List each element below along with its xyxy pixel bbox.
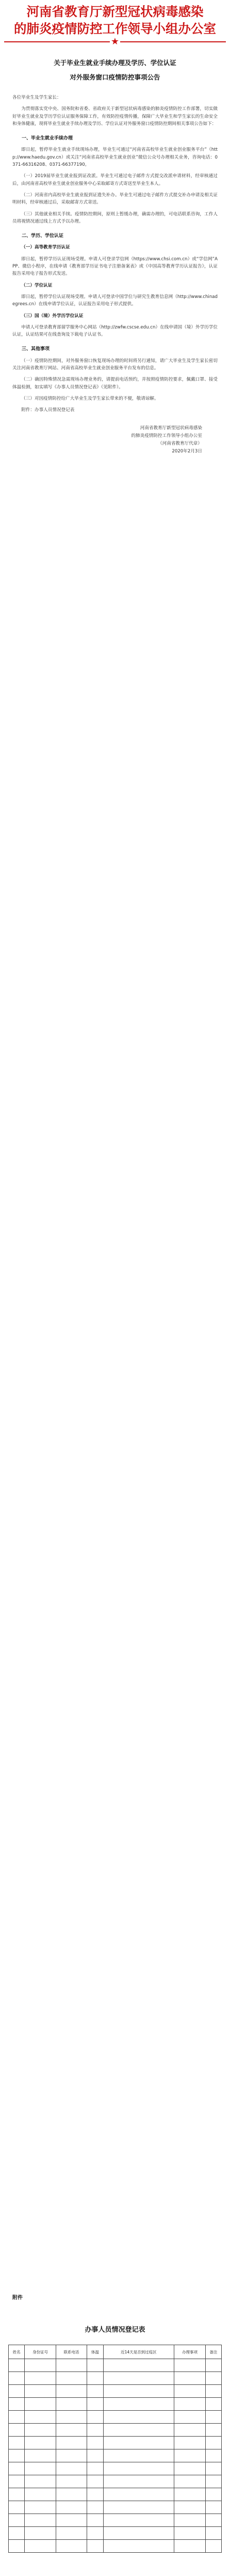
- table-cell: [174, 2411, 206, 2424]
- table-cell: [103, 2411, 174, 2424]
- attachment-note: 附件：办事人员情况登记表: [21, 407, 75, 413]
- table-cell: [103, 2385, 174, 2398]
- table-cell: [174, 2359, 206, 2372]
- table-cell: [9, 2527, 25, 2540]
- table-cell: [205, 2527, 221, 2540]
- table-cell: [25, 2359, 56, 2372]
- table-row: [9, 2514, 222, 2527]
- table-cell: [25, 2462, 56, 2475]
- table-cell: [174, 2527, 206, 2540]
- table-cell: [87, 2411, 103, 2424]
- table-cell: [9, 2462, 25, 2475]
- table-cell: [9, 2488, 25, 2501]
- table-cell: [103, 2372, 174, 2385]
- table-cell: [25, 2398, 56, 2411]
- table-cell: [9, 2411, 25, 2424]
- subsection-heading: （一）高等教育学历认证: [21, 245, 70, 250]
- table-cell: [103, 2359, 174, 2372]
- header-title-line-2: 的肺炎疫情防控工作领导小组办公室: [14, 21, 216, 36]
- table-cell: [205, 2359, 221, 2372]
- table-cell: [56, 2501, 87, 2514]
- star-icon: ★: [110, 36, 120, 47]
- table-cell: [56, 2514, 87, 2527]
- red-header: [5, 3, 225, 37]
- table-cell: [87, 2475, 103, 2488]
- signature-seal-note: （河南省教育厅代章）: [158, 441, 202, 446]
- table-row: [9, 2359, 222, 2372]
- header-title-line-1: 河南省教育厅新型冠状病毒感染: [26, 4, 204, 19]
- table-row: [9, 2488, 222, 2501]
- paragraph: （一）2019届毕业生就业报到证改派。毕业生可通过电子邮件方式提交改派申请材料，经审核通过后，由河南省高校毕业生就业创业服务中心采取邮寄方式寄送至毕业生本人。: [12, 174, 218, 186]
- table-cell: [56, 2424, 87, 2437]
- table-cell: [9, 2501, 25, 2514]
- column-header: 备注: [205, 2345, 221, 2359]
- paragraph: 即日起，暂停毕业生就业手续现场办理，毕业生可通过“河南省高校毕业生就业创业服务平台”（http://www.haedu.gov.cn）或关注“河南省高校毕业生就业创业”微信公众号办理相关业务，咨询电话：0371-66316208、0371-66377190。: [12, 147, 218, 168]
- table-cell: [174, 2398, 206, 2411]
- table-cell: [103, 2437, 174, 2449]
- table-cell: [9, 2372, 25, 2385]
- table-cell: [9, 2514, 25, 2527]
- table-cell: [205, 2514, 221, 2527]
- subsection-heading: （二）学位认证: [21, 282, 53, 288]
- table-cell: [205, 2398, 221, 2411]
- table-cell: [103, 2475, 174, 2488]
- document-body: [12, 94, 218, 455]
- table-cell: [9, 2359, 25, 2372]
- table-cell: [25, 2372, 56, 2385]
- table-cell: [205, 2424, 221, 2437]
- table-cell: [174, 2475, 206, 2488]
- table-cell: [205, 2475, 221, 2488]
- paragraph: （一）疫情防控期间，对外服务窗口恢复现场办理的时间将另行通知，请广大毕业生及学生家长密切关注河南省教育厅网站、河南省高校毕业生就业创业服务平台发布的信息。: [12, 358, 218, 371]
- table-cell: [103, 2540, 174, 2553]
- attachment-label: 附件: [12, 2295, 23, 2301]
- column-header: 姓名: [9, 2345, 25, 2359]
- column-header: 联系电话: [56, 2345, 87, 2359]
- table-cell: [205, 2437, 221, 2449]
- table-cell: [205, 2372, 221, 2385]
- table-cell: [56, 2385, 87, 2398]
- table-cell: [56, 2527, 87, 2540]
- table-cell: [87, 2527, 103, 2540]
- table-cell: [56, 2398, 87, 2411]
- table-cell: [9, 2449, 25, 2462]
- document-title-line-2: 对外服务窗口疫情防控事项公告: [70, 73, 160, 81]
- table-cell: [87, 2540, 103, 2553]
- table-header-row: [9, 2345, 222, 2359]
- table-cell: [9, 2398, 25, 2411]
- paragraph: 申请人可登录教育部留学服务中心网站（http://zwfw.cscse.edu.cn）在线申请国（境）外学历学位认证，认证结果可在线查询及下载电子认证书。: [12, 324, 218, 338]
- table-cell: [87, 2424, 103, 2437]
- table-cell: [87, 2437, 103, 2449]
- table-cell: [9, 2437, 25, 2449]
- paragraph: （三）其他就业相关手续。疫情防控期间，原则上暂缓办理，确需办理的，可电话联系咨询，工作人员将视情况通过线上方式予以办理。: [12, 211, 218, 224]
- table-cell: [87, 2385, 103, 2398]
- table-cell: [56, 2475, 87, 2488]
- column-header: 近14天是否到过疫区: [103, 2345, 174, 2359]
- table-cell: [56, 2411, 87, 2424]
- table-cell: [87, 2462, 103, 2475]
- table-cell: [9, 2475, 25, 2488]
- table-cell: [205, 2411, 221, 2424]
- table-cell: [87, 2372, 103, 2385]
- table-cell: [56, 2449, 87, 2462]
- table-cell: [103, 2501, 174, 2514]
- table-cell: [174, 2372, 206, 2385]
- table-row: [9, 2385, 222, 2398]
- table-cell: [174, 2501, 206, 2514]
- salutation: 各位毕业生及学生家长：: [12, 95, 61, 100]
- table-cell: [103, 2449, 174, 2462]
- table-cell: [103, 2424, 174, 2437]
- table-cell: [87, 2514, 103, 2527]
- signature-org-line-2: 的肺炎疫情防控工作领导小组办公室: [131, 433, 202, 438]
- table-row: [9, 2475, 222, 2488]
- table-row: [9, 2398, 222, 2411]
- table-cell: [9, 2424, 25, 2437]
- paragraph: （二）确因特殊情况急需现场办理业务的，请提前电话预约，并按照疫情防控要求，佩戴口罩、接受体温检测，如实填写《办事人员情况登记表》（见附件）。: [12, 377, 218, 390]
- column-header: 体温: [87, 2345, 103, 2359]
- table-cell: [174, 2462, 206, 2475]
- table-cell: [25, 2488, 56, 2501]
- signature-date: 2020年2月3日: [172, 448, 202, 454]
- table-row: [9, 2540, 222, 2553]
- table-cell: [56, 2540, 87, 2553]
- table-cell: [25, 2385, 56, 2398]
- table-row: [9, 2527, 222, 2540]
- table-cell: [103, 2462, 174, 2475]
- signature-org-line-1: 河南省教育厅新型冠状病毒感染: [140, 425, 202, 431]
- table-cell: [56, 2372, 87, 2385]
- table-cell: [205, 2488, 221, 2501]
- signature-block: [12, 425, 218, 455]
- table-cell: [9, 2540, 25, 2553]
- table-cell: [205, 2449, 221, 2462]
- table-cell: [25, 2437, 56, 2449]
- paragraph: （二）河南省内高校毕业生就业报到证遗失补办。毕业生可通过电子邮件方式提交补办申请及相关证明材料，经审核通过后，采取邮寄方式寄送。: [12, 192, 218, 206]
- table-cell: [56, 2488, 87, 2501]
- section-heading: 一、毕业生就业手续办理: [22, 136, 73, 142]
- table-cell: [174, 2424, 206, 2437]
- table-cell: [103, 2527, 174, 2540]
- registration-form-table: [8, 2345, 222, 2553]
- table-cell: [174, 2540, 206, 2553]
- table-cell: [25, 2514, 56, 2527]
- paragraph: 即日起，暂停学历认证现场受理。申请人可登录学信网（https://www.chsi.com.cn）或“学信网”APP、微信小程序，在线申请《教育部学历证书电子注册备案表》或《中国高等教育学历认证报告》，认证报告采用电子报告形式发送。: [12, 256, 218, 277]
- column-header: 身份证号: [25, 2345, 56, 2359]
- form-title: 办事人员情况登记表: [85, 2326, 145, 2334]
- table-cell: [174, 2514, 206, 2527]
- form-body: [9, 2359, 222, 2553]
- table-cell: [25, 2411, 56, 2424]
- table-cell: [103, 2514, 174, 2527]
- table-cell: [25, 2424, 56, 2437]
- table-row: [9, 2501, 222, 2514]
- table-cell: [87, 2501, 103, 2514]
- table-row: [9, 2437, 222, 2449]
- table-cell: [174, 2385, 206, 2398]
- table-cell: [25, 2449, 56, 2462]
- table-row: [9, 2411, 222, 2424]
- table-cell: [25, 2540, 56, 2553]
- table-row: [9, 2424, 222, 2437]
- paragraph: （三）对因疫情防控给广大毕业生及学生家长带来的不便，敬请谅解。: [21, 396, 159, 401]
- table-cell: [205, 2501, 221, 2514]
- paragraph: 即日起，暂停学位认证现场受理。申请人可登录中国学位与研究生教育信息网（http://www.chinadegrees.cn）在线申请学位认证，认证报告采用电子形式提供。: [12, 294, 218, 307]
- section-heading: 二、学历、学位认证: [22, 233, 64, 239]
- table-cell: [25, 2501, 56, 2514]
- table-cell: [9, 2385, 25, 2398]
- column-header: 办理事项: [174, 2345, 206, 2359]
- table-row: [9, 2462, 222, 2475]
- document-title-line-1: 关于毕业生就业手续办理及学历、学位认证: [54, 59, 176, 67]
- table-cell: [174, 2449, 206, 2462]
- table-cell: [56, 2462, 87, 2475]
- table-cell: [87, 2488, 103, 2501]
- paragraph: 为贯彻落实党中央、国务院和省委、省政府关于新型冠状病毒感染的肺炎疫情防控工作部署，切实做好毕业生就业及学历学位认证服务保障工作，有效防控疫情传播，保障广大毕业生和学生家长的生命安全和身体健康，现将毕业生就业手续办理及学历、学位认证对外服务窗口疫情防控期间相关事项公告如下：: [12, 106, 218, 127]
- table-cell: [87, 2449, 103, 2462]
- table-cell: [103, 2488, 174, 2501]
- table-cell: [87, 2359, 103, 2372]
- table-cell: [174, 2437, 206, 2449]
- table-cell: [56, 2437, 87, 2449]
- table-cell: [205, 2462, 221, 2475]
- table-row: [9, 2372, 222, 2385]
- table-cell: [174, 2488, 206, 2501]
- table-cell: [56, 2359, 87, 2372]
- subsection-heading: （三）国（境）外学历学位认证: [21, 313, 84, 319]
- table-cell: [25, 2527, 56, 2540]
- table-cell: [205, 2385, 221, 2398]
- table-cell: [103, 2398, 174, 2411]
- table-cell: [87, 2398, 103, 2411]
- document-title: [10, 56, 220, 85]
- table-cell: [25, 2475, 56, 2488]
- section-heading: 三、其他事项: [22, 347, 50, 352]
- table-cell: [205, 2540, 221, 2553]
- table-row: [9, 2449, 222, 2462]
